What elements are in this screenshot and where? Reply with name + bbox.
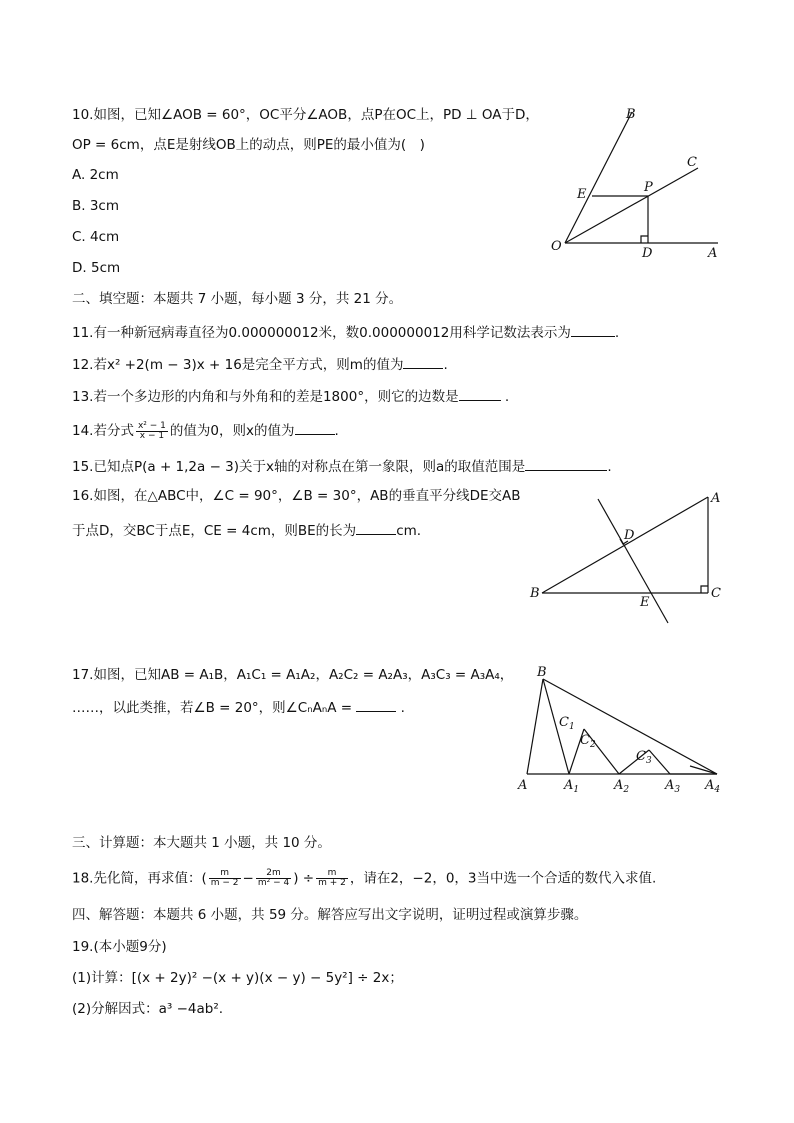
- segment-c2a3: [649, 750, 670, 774]
- q14-suffix: 的值为0，则x的值为: [169, 423, 295, 439]
- ray-oc: [565, 168, 698, 243]
- q17-line2: [72, 697, 405, 717]
- q16-figure: [520, 485, 730, 630]
- q14: [72, 420, 339, 441]
- q16-line2: [72, 520, 421, 540]
- q16-blank: [356, 520, 396, 535]
- label-c1: $C_1$: [559, 715, 575, 732]
- bisector-de: [598, 499, 668, 623]
- q18-suffix: ，请在2，−2，0，3当中选一个合适的数代入求值.: [349, 870, 657, 887]
- q18-minus: −: [242, 870, 254, 887]
- q10-line2: OP = 6cm，点E是射线OB上的动点，则PE的最小值为( ): [72, 137, 425, 153]
- q16-line1: 16.如图，在△ABC中，∠C = 90°，∠B = 30°，AB的垂直平分线DE交AB: [72, 488, 521, 504]
- label-o: O: [551, 239, 562, 254]
- label-a4: $A_4$: [705, 778, 721, 795]
- q11-blank: [571, 322, 615, 337]
- q10-option-a: A. 2cm: [72, 167, 119, 183]
- q10-figure: [540, 100, 740, 265]
- q14-fraction: $\frac{\text{x² − 1}}{x - 1}$: [137, 420, 166, 441]
- section4-heading: 四、解答题：本题共 6 小题，共 59 分。解答应写出文字说明，证明过程或演算步骤。: [72, 907, 588, 923]
- q10-option-d: D. 5cm: [72, 260, 121, 276]
- q10-option-b: B. 3cm: [72, 198, 120, 214]
- right-angle-c: [701, 586, 708, 593]
- label-p: P: [644, 180, 653, 195]
- q17-period: .: [400, 700, 405, 716]
- ray-ob: [565, 112, 632, 243]
- q12-period: .: [443, 357, 448, 373]
- q17-blank: [356, 697, 396, 712]
- label-c2: $C_2$: [580, 733, 596, 750]
- q17-line1: 17.如图，已知AB = A₁B，A₁C₁ = A₁A₂，A₂C₂ = A₂A₃，A₃C₃ = A₃A₄，: [72, 667, 514, 683]
- q11: [72, 322, 619, 342]
- q10-option-c: C. 4cm: [72, 229, 120, 245]
- label-a: A: [711, 491, 721, 506]
- label-d: D: [642, 246, 653, 261]
- label-a: A: [518, 778, 528, 793]
- label-b: B: [530, 586, 540, 601]
- q17-figure: [512, 662, 732, 797]
- q13-text: 13.若一个多边形的内角和与外角和的差是1800°，则它的边数是: [72, 389, 459, 405]
- side-ab: [527, 679, 543, 774]
- label-b: B: [537, 665, 547, 680]
- q19-title: 19.(本小题9分): [72, 939, 167, 955]
- section2-heading: 二、填空题：本题共 7 小题，每小题 3 分，共 21 分。: [72, 291, 403, 307]
- label-a3: $A_3$: [665, 778, 681, 795]
- q18-prefix: 18.先化简，再求值：(: [72, 870, 207, 887]
- q18-fraction-2: $\frac{2m}{\text{m² − 4}}$: [257, 868, 290, 888]
- q18-divide: ) ÷: [293, 870, 315, 887]
- q14-period: .: [334, 423, 339, 439]
- label-c3: $C_3$: [636, 749, 652, 766]
- q18: [72, 869, 656, 888]
- side-ab: [542, 497, 708, 593]
- q18-fraction-3: $\frac{m}{m + 2}$: [318, 868, 346, 888]
- q11-period: .: [614, 325, 620, 341]
- label-b: B: [626, 107, 636, 122]
- q14-prefix: 14.若分式: [72, 423, 134, 439]
- label-e: E: [577, 187, 587, 202]
- right-angle-mark: [641, 236, 648, 243]
- q13-blank: [459, 386, 501, 401]
- q15-blank: [525, 456, 607, 471]
- q12-text: 12.若x² +2(m − 3)x + 16是完全平方式，则m的值为: [72, 357, 404, 373]
- q13-period: .: [504, 389, 510, 405]
- q19-part1: (1)计算：[(x + 2y)² −(x + y)(x − y) − 5y²] ÷ 2x；: [72, 970, 403, 986]
- label-a1: $A_1$: [564, 778, 580, 795]
- label-c: C: [711, 586, 721, 601]
- q10-line1: 10.如图，已知∠AOB = 60°，OC平分∠AOB，点P在OC上，PD ⊥ OA于D，: [72, 107, 539, 123]
- label-a2: $A_2$: [614, 778, 630, 795]
- label-d: D: [624, 528, 635, 543]
- q11-text: 11.有一种新冠病毒直径为0.000000012米，数0.000000012用科学记数法表示为: [72, 325, 571, 341]
- q12: [72, 354, 448, 374]
- label-e: E: [640, 595, 650, 610]
- q14-blank: [295, 420, 335, 435]
- q12-blank: [403, 354, 443, 369]
- q13: [72, 386, 509, 406]
- label-c: C: [687, 155, 697, 170]
- section3-heading: 三、计算题：本大题共 1 小题，共 10 分。: [72, 835, 331, 851]
- q18-fraction-1: $\frac{m}{m - 2}$: [210, 868, 239, 888]
- q15: [72, 456, 612, 476]
- q19-part2: (2)分解因式：a³ −4ab².: [72, 1001, 224, 1017]
- q15-period: .: [607, 459, 612, 475]
- q15-text: 15.已知点P(a + 1,2a − 3)关于x轴的对称点在第一象限，则a的取值范围是: [72, 459, 526, 475]
- q16-text: 于点D，交BC于点E，CE = 4cm，则BE的长为: [72, 523, 357, 539]
- q17-text: ……，以此类推，若∠B = 20°，则∠CₙAₙA =: [72, 700, 353, 716]
- label-a: A: [708, 246, 718, 261]
- q16-unit: cm.: [396, 523, 422, 539]
